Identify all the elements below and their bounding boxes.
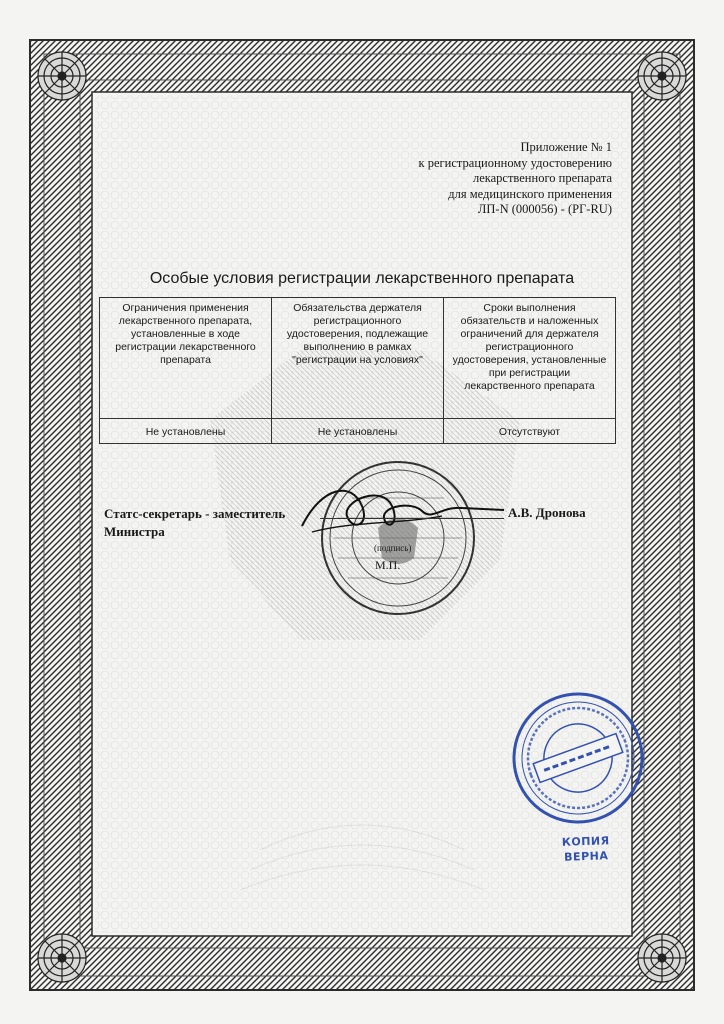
- appendix-line-3: лекарственного препарата: [472, 171, 612, 185]
- table-header-cell: Сроки выполнения обязательств и наложенных ограничений для держателя регистрационного удостоверения, установленные при регистрации лекарственного препарата: [444, 298, 616, 419]
- table-row: [100, 419, 616, 444]
- table-header-row: [100, 298, 616, 419]
- conditions-table: [99, 297, 616, 444]
- appendix-number: Приложение № 1: [520, 140, 612, 154]
- registration-number: ЛП-N (000056) - (РГ-RU): [477, 202, 612, 216]
- table-header-cell: Ограничения применения лекарственного препарата, установленные в ходе регистрации лекарственного препарата: [100, 298, 272, 419]
- document-title: Особые условия регистрации лекарственного препарата: [149, 270, 575, 287]
- copy-certified-stamp: [559, 833, 612, 865]
- company-stamp: [508, 688, 648, 828]
- signatory-name: А.В. Дронова: [508, 505, 586, 520]
- seal-place-label: М.П.: [375, 558, 401, 572]
- table-header-cell: Обязательства держателя регистрационного удостоверения, подлежащие выполнению в рамках "регистрации на условиях": [272, 298, 444, 419]
- appendix-line-2: к регистрационному удостоверению: [418, 155, 612, 170]
- table-cell: Не установлены: [100, 419, 272, 444]
- copy-stamp-line-2: ВЕРНА: [563, 849, 609, 864]
- appendix-line-4: для медицинского применения: [448, 186, 612, 201]
- table-cell: Не установлены: [272, 419, 444, 444]
- signatory-position: Статс-секретарь - заместитель Министра: [104, 506, 286, 539]
- signature-caption: (подпись): [374, 543, 412, 553]
- signature-line: [320, 518, 504, 519]
- appendix-header: [352, 140, 612, 218]
- handwritten-signature: [292, 476, 512, 546]
- table-cell: Отсутствуют: [444, 419, 616, 444]
- copy-stamp-line-1: КОПИЯ: [561, 834, 610, 849]
